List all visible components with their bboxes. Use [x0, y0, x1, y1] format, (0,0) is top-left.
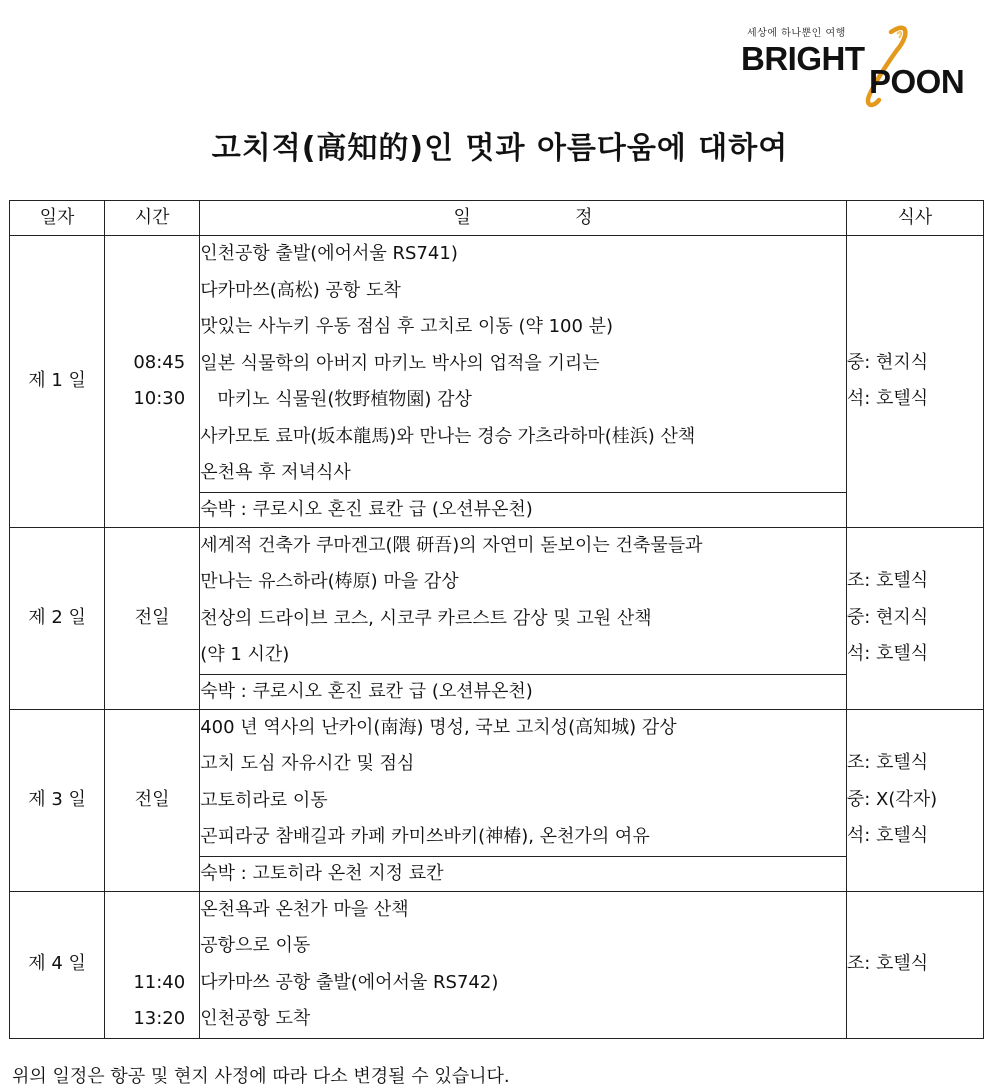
time-value [105, 928, 199, 965]
page-title: 고치적(高知的)인 멋과 아름다움에 대하여 [211, 131, 789, 166]
day-2-time: 전일 [105, 527, 200, 709]
header-schedule [200, 201, 847, 236]
itinerary-table [9, 200, 984, 1039]
day-1-stay: 숙박 : 쿠로시오 혼진 료칸 급 (오션뷰온천) [200, 492, 847, 527]
day-3-time: 전일 [105, 709, 200, 891]
schedule-line: 만나는 유스하라(梼原) 마을 감상 [200, 571, 459, 592]
day-1-times [105, 236, 200, 528]
day-4-row [10, 891, 984, 1038]
day-2-schedule [200, 527, 847, 674]
meal-item: 석: 호텔식 [846, 825, 929, 847]
day-4-meals [846, 891, 983, 1038]
day-3-stay: 숙박 : 고토히라 온천 지정 료칸 [200, 856, 847, 891]
header-schedule-char1: 일 [453, 207, 471, 228]
time-value: 13:20 [133, 1008, 186, 1029]
day-2-label: 제 2 일 [10, 527, 105, 709]
schedule-line: 인천공항 출발(에어서울 RS741) [200, 243, 458, 264]
meal-item: 조: 호텔식 [846, 570, 929, 592]
schedule-line: 고토히라로 이동 [200, 789, 328, 811]
schedule-line: 곤피라궁 참배길과 카페 카미쓰바키(神椿), 온천가의 여유 [200, 826, 650, 847]
brand-logo [741, 20, 976, 110]
day-1-row [10, 236, 984, 493]
meal-item: 중: 현지식 [846, 351, 929, 373]
brand-name-bright: BRIGHT [741, 40, 865, 77]
day-3-row [10, 709, 984, 856]
day-1-label: 제 1 일 [10, 236, 105, 528]
day-2-stay: 숙박 : 쿠로시오 혼진 료칸 급 (오션뷰온천) [200, 674, 847, 709]
meal-item: 조: 호텔식 [846, 953, 929, 975]
schedule-line: 고치 도심 자유시간 및 점심 [200, 753, 415, 774]
header-time: 시간 [105, 201, 200, 236]
time-value [105, 892, 199, 929]
schedule-line: 천상의 드라이브 코스, 시코쿠 카르스트 감상 및 고원 산책 [200, 607, 652, 629]
day-1-meals [846, 236, 983, 528]
day-3-meals [846, 709, 983, 891]
header-row [10, 201, 984, 236]
day-4-schedule [200, 891, 847, 1038]
schedule-line: 공항으로 이동 [200, 935, 311, 956]
day-3-schedule [200, 709, 847, 856]
meal-item: 석: 호텔식 [846, 643, 929, 665]
schedule-line: 다카마쓰(高松) 공항 도착 [200, 279, 401, 301]
meal-item: 중: X(각자) [846, 788, 938, 810]
schedule-line: 맛있는 사누키 우동 점심 후 고치로 이동 (약 100 분) [200, 316, 614, 337]
footnote: 위의 일정은 항공 및 현지 사정에 따라 다소 변경될 수 있습니다. [12, 1066, 510, 1087]
meal-item: 석: 호텔식 [846, 388, 929, 410]
header-meal: 식사 [846, 201, 983, 236]
schedule-line: 400 년 역사의 난카이(南海) 명성, 국보 고치성(高知城) 감상 [200, 716, 677, 738]
schedule-line: (약 1 시간) [200, 644, 290, 665]
day-3-label: 제 3 일 [10, 709, 105, 891]
schedule-line: 사카모토 료마(坂本龍馬)와 만나는 경승 가츠라하마(桂浜) 산책 [200, 425, 696, 447]
day-4-times [105, 891, 200, 1038]
header-schedule-char2: 정 [575, 207, 593, 228]
schedule-line: 인천공항 도착 [200, 1008, 311, 1029]
time-value: 10:30 [133, 388, 186, 410]
day-2-meals [846, 527, 983, 709]
time-value: 11:40 [133, 971, 186, 993]
day-2-row [10, 527, 984, 674]
time-value: 08:45 [133, 351, 186, 373]
schedule-line: 다카마쓰 공항 출발(에어서울 RS742) [200, 971, 499, 993]
meal-item: 조: 호텔식 [846, 752, 929, 774]
meal-item: 중: 현지식 [846, 606, 929, 628]
schedule-line: 온천욕 후 저녁식사 [200, 462, 351, 483]
schedule-line: 세계적 건축가 쿠마겐고(隈 研吾)의 자연미 돋보이는 건축물들과 [200, 534, 703, 556]
day-4-label: 제 4 일 [10, 891, 105, 1038]
schedule-line: 일본 식물학의 아버지 마키노 박사의 업적을 기리는 [200, 352, 600, 374]
brand-name-poon: POON [869, 63, 965, 100]
day-1-schedule [200, 236, 847, 493]
brand-tagline: 세상에 하나뿐인 여행 [747, 28, 846, 39]
schedule-line: 마키노 식물원(牧野植物園) 감상 [200, 389, 472, 410]
header-day: 일자 [10, 201, 105, 236]
schedule-line: 온천욕과 온천가 마을 산책 [200, 898, 409, 920]
